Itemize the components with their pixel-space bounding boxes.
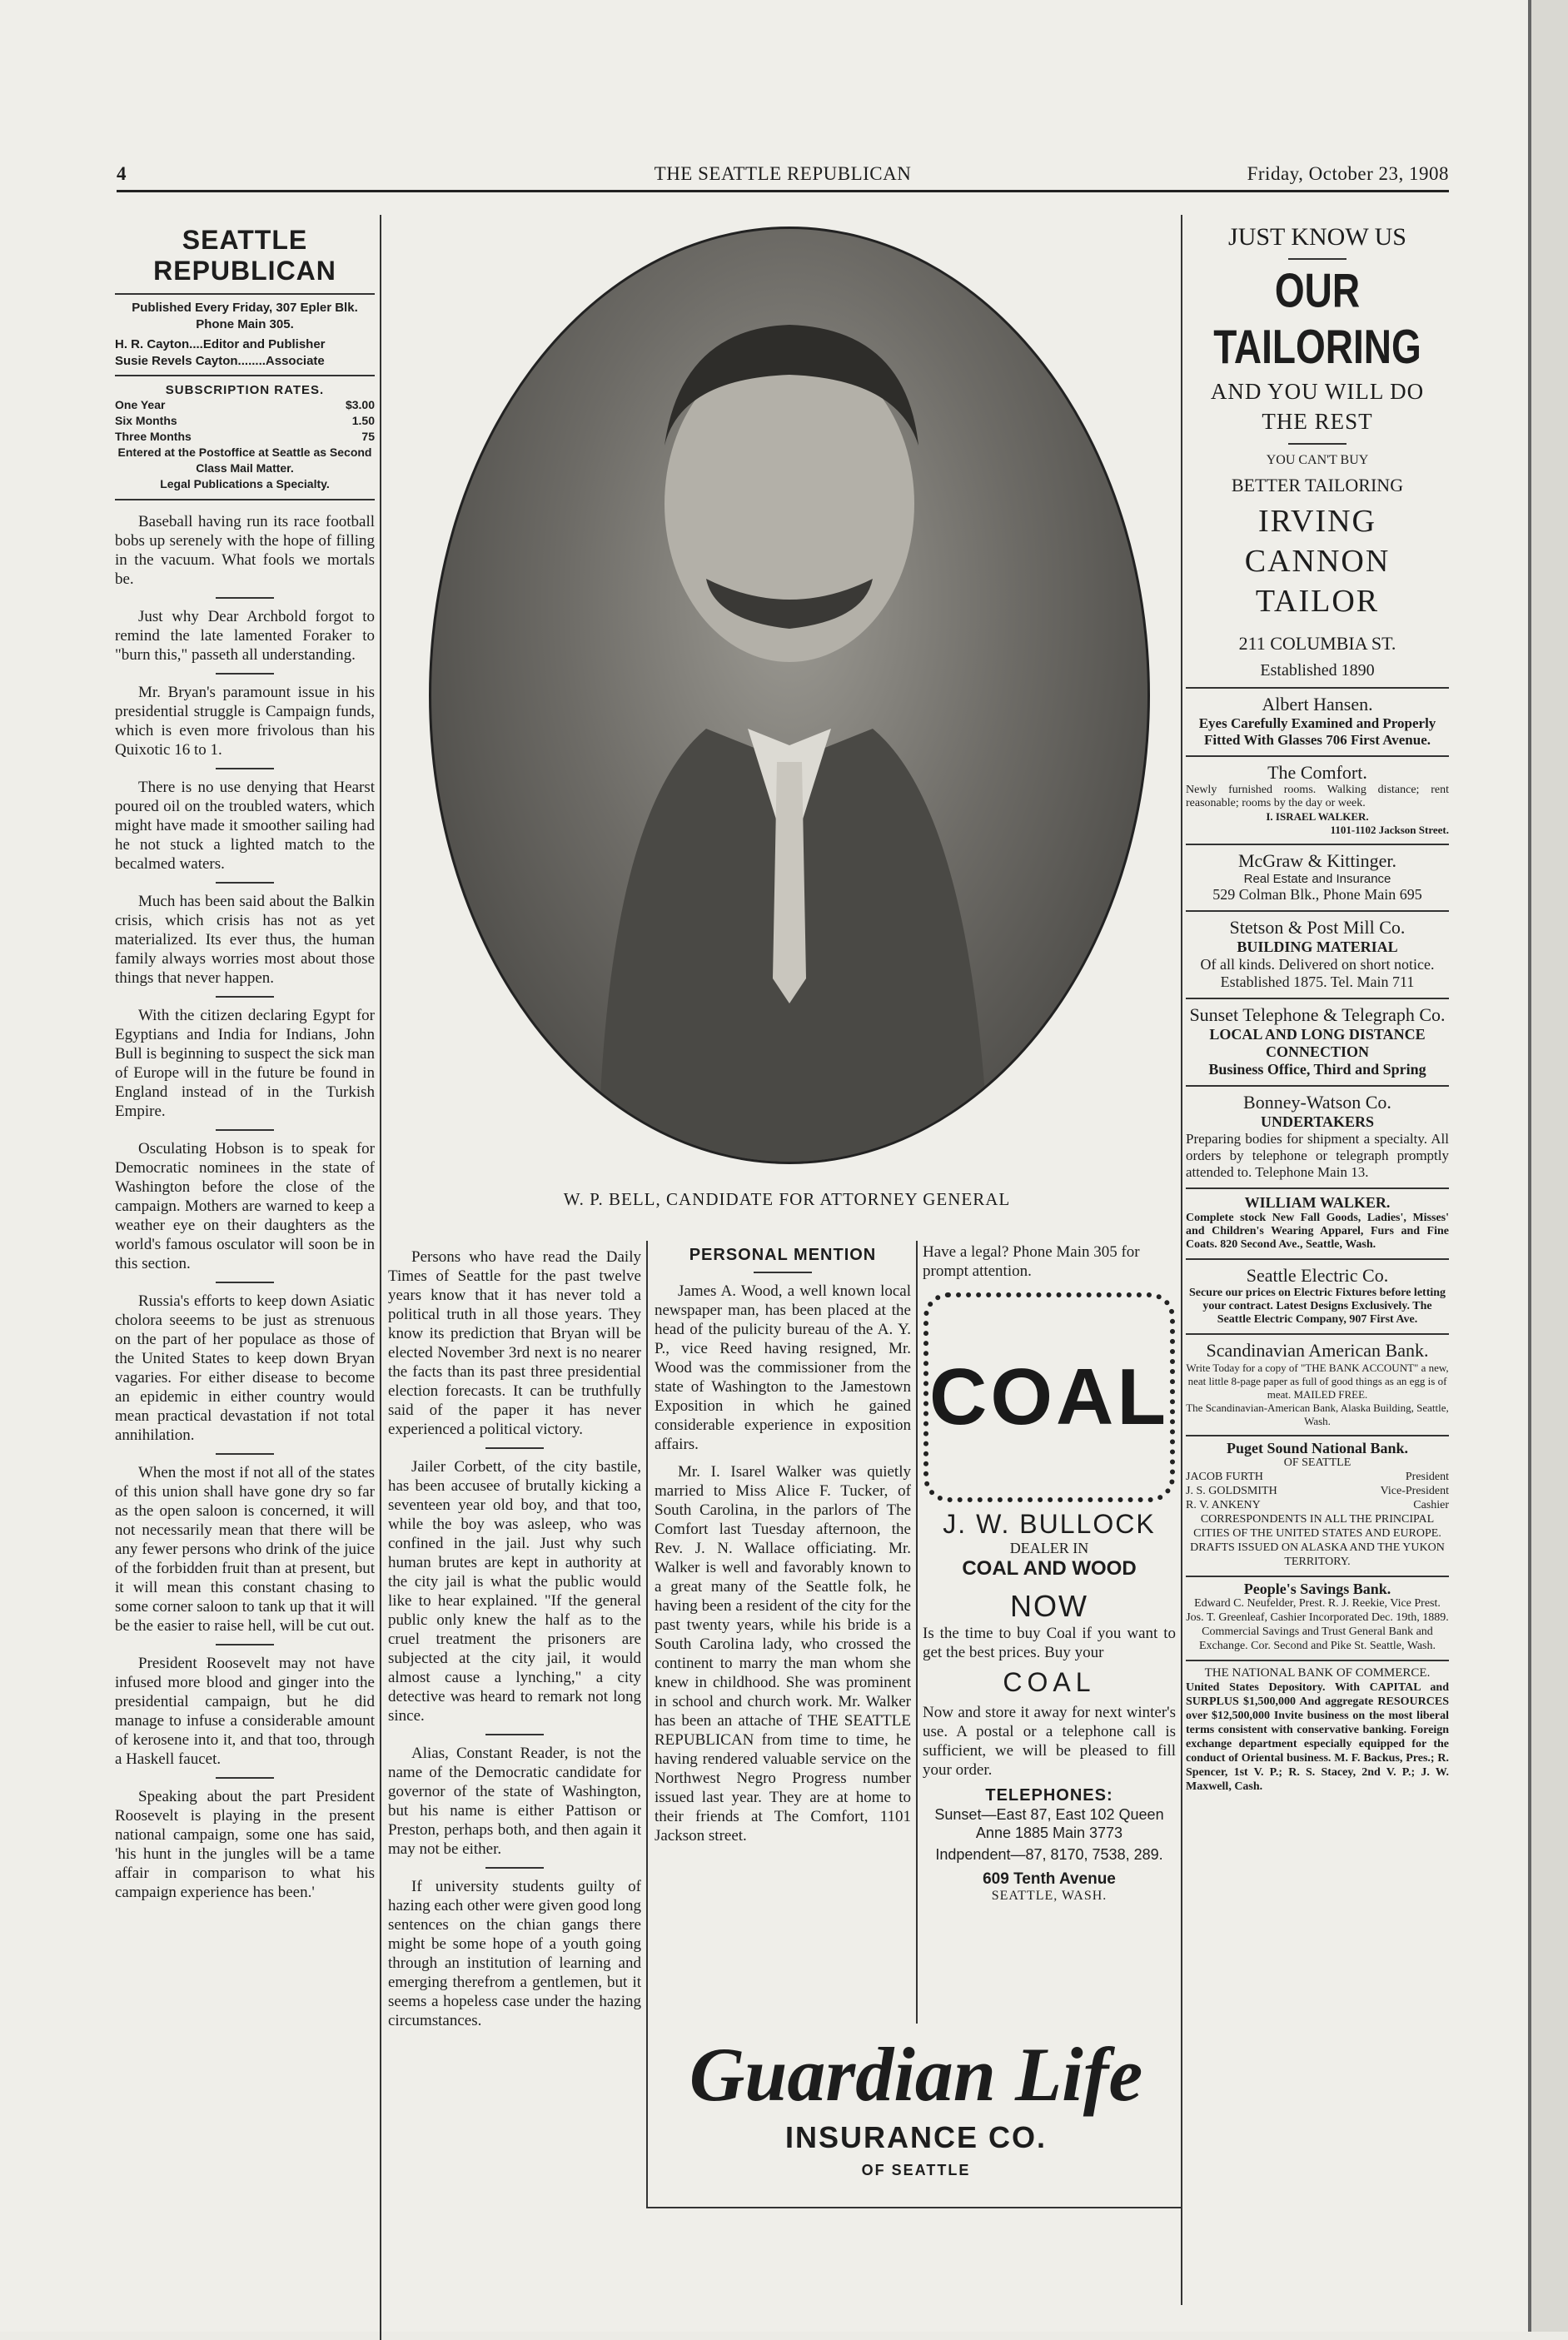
ad-address: 1101-1102 Jackson Street. [1330, 824, 1449, 836]
ad-heading: Albert Hansen. [1262, 694, 1373, 714]
guardian-script: Guardian Life [689, 2032, 1143, 2117]
puget-sound-bank-ad [1186, 1436, 1449, 1577]
coal-logo-box [923, 1292, 1175, 1502]
editorial-paragraph: Russia's efforts to keep down Asiatic cholora seeems to be just as strenuous on the part of her populace as those of the United States to keep down Bryan vagaries. For either disease to become an epidemic in either country would mean practical devastation if not total annihilation. [115, 1292, 375, 1444]
personal-mention-title: PERSONAL MENTION [689, 1246, 877, 1264]
personal-mention-column [655, 1242, 911, 2025]
ad-sub: OF SEATTLE [1283, 1456, 1351, 1469]
personal-paragraph: James A. Wood, a well known local newspaper man, has been placed at the head of the pulicity bureau of the A. Y. P., vice Reed having resigned, Mr. Wood was the commissioner from the state of Washington to the Jamestown Exposition in which he gained considerable experience in exposition affairs. [655, 1282, 911, 1453]
rate-label: Six Months [115, 414, 177, 427]
editorial-paragraph: Baseball having run its race football bobs up serenely with the hope of filling in the vacuum. What fools we mortals be. [115, 513, 375, 588]
scandinavian-bank-ad [1186, 1335, 1449, 1436]
portrait-caption: W. P. BELL, CANDIDATE FOR ATTORNEY GENERAL [563, 1189, 1011, 1209]
editorial-paragraph: Persons who have read the Daily Times of Seattle for the past twelve years know that it has never told a political truth in all those years. They know its prediction that Bryan will be elected November 3rd next is no nearer the facts than its past three presidential election forecasts. It can be truthfully said of the paper it has never experienced a political victory. [388, 1248, 641, 1438]
editorial-paragraph: President Roosevelt may not have infused more blood and ginger into the presidential campaign, but he did manage to infuse a considerable amount of kerosene into it, and that too, through a Haskell faucet. [115, 1655, 375, 1768]
editorial-paragraph: There is no use denying that Hearst poured oil on the troubled waters, which might have made it smoother sailing had he not stuck a lighted match to the becalmed waters. [115, 779, 375, 873]
column-rule [1181, 215, 1182, 2305]
editorial-paragraph: Much has been said about the Balkin crisis, which crisis has not as yet materialized. Its ever thus, the human family always worries most about those things that never happen. [115, 893, 375, 987]
ad-body: Secure our prices on Electric Fixtures before letting your contract. Latest Designs Exclusively. The Seattle Electric Company, 907 First Ave. [1188, 1287, 1446, 1326]
dealer-city: SEATTLE, WASH. [991, 1889, 1108, 1903]
ad-heading: Seattle Electric Co. [1246, 1265, 1389, 1286]
ad-sub: LOCAL AND LONG DISTANCE CONNECTION [1209, 1026, 1426, 1060]
ad-body: Real Estate and Insurance [1243, 872, 1391, 886]
coal-ad [923, 1242, 1176, 2009]
editorial-paragraph: Osculating Hobson is to speak for Democratic nominees in the state of Washington before the close of the campaign. Mothers are warned to keep a weather eye on their daughters as the world's famous osculator will soon be in this section. [115, 1140, 375, 1272]
ad-heading: WILLIAM WALKER. [1244, 1194, 1391, 1211]
tailor-l8: Established 1890 [1260, 661, 1375, 680]
editorial-paragraph: When the most if not all of the states of this union shall have gone dry so far as the open saloon is concerned, it will not necessarily mean that there will be any fewer persons who drink of the juice of the forbidden fruit than at present, but it will mean this constant chasing to some corner saloon to tank up that it will be the easier to raise hell, will be cut out. [115, 1464, 375, 1635]
dealer-name: J. W. BULLOCK [943, 1509, 1156, 1539]
personal-paragraph: Mr. I. Isarel Walker was quietly married to Miss Alice F. Tucker, of South Carolina, in the parlors of The Comfort last Tuesday afternoon, the Rev. J. N. Wallace officiating. Mr. Walker is well and favorably known to a great many of the Seattle folk, he having been a resident of the city for the past twenty years, while his bride is a South Carolina lady, who crossed the continent to marry the man whom she knew in childhood. She was prominent in school and church work. Mr. Walker has been an attache of THE SEATTLE REPUBLICAN from time to time, he having rendered valuable service on the Northwest Negro Progress number issued last year. They are at home to their friends at The Comfort, 1101 Jackson street. [655, 1463, 911, 1845]
dealer-product: COAL AND WOOD [962, 1557, 1137, 1580]
tailor-ad [1186, 215, 1449, 689]
editorial-paragraph: Just why Dear Archbold forgot to remind the late lamented Foraker to "burn this," passeth all understanding. [115, 608, 375, 664]
editorial-paragraph: Jailer Corbett, of the city bastile, has been accusee of brutally kicking a seventeen year old boy, and that too, while the boy was asleep, who was confined in the jail. Just why such human brutes are kept in authority at the city jail is what the public would like to hear explained. "If the general public only knew the half as to the cruel treatment the prisoners are subjected at the city jail, it would almost cause a lynching," a city detective was heard to remark not long since. [388, 1458, 641, 1725]
ad-heading: Puget Sound National Bank. [1226, 1440, 1409, 1456]
comfort-ad [1186, 757, 1449, 845]
editorial-paragraph: With the citizen declaring Egypt for Egyptians and India for Indians, John Bull is beginning to suspect the sick man of Europe will in the future be found in England instead of in the Turkish Empire. [115, 1007, 375, 1120]
stetson-ad [1186, 912, 1449, 999]
tailor-l6: IRVING CANNON TAILOR [1244, 504, 1391, 619]
legal-note: Legal Publications a Specialty. [160, 477, 330, 490]
ad-heading: The Comfort. [1267, 762, 1367, 783]
editorial-paragraph: Alias, Constant Reader, is not the name of the Democratic candidate for governor of the state of Washington, but his name is either Pattison or Preston, perhaps both, and then again it may not be either. [388, 1745, 641, 1858]
masthead-associate: Susie Revels Cayton........Associate [115, 354, 325, 368]
national-bank-of-commerce-ad [1186, 1661, 1449, 1794]
guardian-line1: INSURANCE CO. [784, 2120, 1048, 2154]
rate-price: 1.50 [351, 414, 375, 427]
masthead-published: Published Every Friday, 307 Epler Blk. Phone Main 305. [132, 301, 358, 331]
tailor-l5: BETTER TAILORING [1231, 475, 1404, 495]
william-walker-ad [1186, 1189, 1449, 1260]
officer-title: Cashier [1413, 1499, 1449, 1511]
editorial-paragraph: If university students guilty of hazing each other were given good long sentences on the chian gangs there might be some hope of a youth going through an institution of learning and emerging therefrom a gentlemen, but it seems a hopeless case under the hazing circumstances. [388, 1878, 641, 2029]
ad-heading: Scandinavian American Bank. [1206, 1340, 1429, 1361]
column-rule [380, 1241, 381, 2340]
ad-body: Write Today for a copy of "THE BANK ACCOUNT" a new, neat little 8-page paper as full of good things as an egg is of meat. MAILED FREE. [1186, 1362, 1449, 1401]
masthead-editor: H. R. Cayton....Editor and Publisher [115, 337, 326, 351]
ad-heading: Bonney-Watson Co. [1243, 1092, 1391, 1113]
sunset-telephone-ad [1186, 999, 1449, 1087]
tailor-l2: OUR TAILORING [1213, 262, 1421, 374]
sunset-phones: Sunset—East 87, East 102 Queen Anne 1885 Main 3773 [934, 1806, 1164, 1841]
header-rule [117, 190, 1449, 192]
rate-label: Three Months [115, 430, 192, 443]
candidate-portrait [429, 227, 1150, 1164]
masthead-title: SEATTLE REPUBLICAN [153, 225, 336, 286]
independent-phones: Indpendent—87, 8170, 7538, 289. [935, 1846, 1163, 1863]
ad-footer: The Scandinavian-American Bank, Alaska Building, Seattle, Wash. [1186, 1402, 1449, 1427]
ad-footer: Established 1875. Tel. Main 711 [1220, 973, 1415, 990]
left-column [115, 215, 375, 2313]
officer-name: R. V. ANKENY [1186, 1499, 1261, 1511]
dealer-label: DEALER IN [1009, 1540, 1089, 1556]
dealer-address: 609 Tenth Avenue [983, 1870, 1116, 1888]
page-edge [1528, 0, 1568, 2332]
ad-body: United States Depository. With CAPITAL and SURPLUS $1,500,000 And aggregate RESOURCES over $12,500,000 Invite business on the most liberal terms consistent with conservative banking. Foreign exchange department especially equipped for the conduct of Oriental business. M. F. Backus, Pres.; R. Spencer, 1st V. P.; R. S. Stacey, 2nd V. P.; J. W. Maxwell, Cash. [1186, 1681, 1449, 1793]
officer-title: Vice-President [1380, 1485, 1449, 1497]
legal-phone-note: Have a legal? Phone Main 305 for prompt attention. [923, 1243, 1140, 1280]
issue-date: Friday, October 23, 1908 [1247, 163, 1449, 184]
tailor-l4: YOU CAN'T BUY [1266, 453, 1369, 467]
ad-body: Preparing bodies for shipment a specialty. All orders by telephone or telegraph promptly attended to. Telephone Main 13. [1186, 1131, 1449, 1180]
hansen-ad [1186, 689, 1449, 757]
guardian-line2: OF SEATTLE [861, 2162, 971, 2178]
rate-price: 75 [361, 430, 375, 443]
subscription-rates [115, 397, 375, 492]
bonney-watson-ad [1186, 1087, 1449, 1189]
editorial-paragraph: Speaking about the part President Roosevelt is playing in the present national campaign, some one has said, 'his hunt in the jungles will be a tame affair in comparison to what his campaign experience has been.' [115, 1788, 375, 1901]
ad-heading: Sunset Telephone & Telegraph Co. [1189, 1004, 1446, 1025]
rate-label: One Year [115, 398, 166, 411]
coal-body2: Now and store it away for next winter's use. A postal or a telephone call is sufficient, we will be pleased to fill your order. [923, 1704, 1176, 1779]
ad-address: 529 Colman Blk., Phone Main 695 [1212, 886, 1422, 903]
editorial-paragraph: Mr. Bryan's paramount issue in his presidential struggle is Campaign funds, which is even more frivolous than his Quixotic 16 to 1. [115, 684, 375, 759]
column-rule [380, 215, 381, 1322]
newspaper-name: THE SEATTLE REPUBLICAN [654, 163, 912, 184]
coal-logo: COAL [929, 1352, 1169, 1441]
officer-name: J. S. GOLDSMITH [1186, 1485, 1277, 1497]
officer-name: JACOB FURTH [1186, 1471, 1263, 1483]
entered-note: Entered at the Postoffice at Seattle as Second Class Mail Matter. [117, 446, 372, 475]
officer-title: President [1405, 1471, 1449, 1483]
ad-body: CORRESPONDENTS IN ALL THE PRINCIPAL CITIES OF THE UNITED STATES AND EUROPE. DRAFTS ISSUED ON ALASKA AND THE YUKON TERRITORY. [1190, 1513, 1445, 1568]
portrait-illustration [431, 229, 1147, 1162]
subscription-title: SUBSCRIPTION RATES. [165, 383, 325, 397]
column-rule [916, 1241, 918, 2024]
coal-body: Is the time to buy Coal if you want to get the best prices. Buy your [923, 1625, 1176, 1661]
ad-body: Complete stock New Fall Goods, Ladies', Misses' and Children's Wearing Apparel, Furs and Fine Coats. 820 Second Ave., Seattle, Wash. [1186, 1212, 1449, 1251]
guardian-life-ad [658, 2029, 1174, 2195]
tailor-l1: JUST KNOW US [1228, 223, 1406, 251]
right-ad-column [1186, 215, 1449, 2313]
column-rule [646, 1241, 648, 2207]
coal-heading: COAL [1003, 1667, 1096, 1697]
seattle-electric-ad [1186, 1260, 1449, 1335]
guardian-rule [646, 2207, 1181, 2208]
tailor-l3: AND YOU WILL DO THE REST [1210, 379, 1425, 434]
ad-sub: BUILDING MATERIAL [1237, 938, 1398, 955]
middle-column [388, 1247, 641, 2322]
ad-heading: Stetson & Post Mill Co. [1229, 917, 1406, 938]
ad-heading: McGraw & Kittinger. [1237, 850, 1397, 871]
mcgraw-ad [1186, 845, 1449, 912]
page-number: 4 [117, 163, 127, 184]
page-header [117, 163, 1449, 192]
rate-price: $3.00 [345, 398, 375, 411]
ad-body: Business Office, Third and Spring [1208, 1061, 1426, 1078]
now-heading: NOW [1010, 1589, 1088, 1623]
ad-heading: THE NATIONAL BANK OF COMMERCE. [1204, 1666, 1431, 1680]
telephones-title: TELEPHONES: [985, 1786, 1113, 1805]
ad-body: Newly furnished rooms. Walking distance; rent reasonable; rooms by the day or week. [1186, 784, 1449, 809]
ad-name: I. ISRAEL WALKER. [1266, 810, 1369, 823]
ad-heading: People's Savings Bank. [1243, 1581, 1391, 1597]
ad-body: Eyes Carefully Examined and Properly Fitted With Glasses 706 First Avenue. [1198, 715, 1436, 748]
masthead [115, 225, 375, 500]
ad-sub: UNDERTAKERS [1260, 1113, 1375, 1130]
ad-body: Of all kinds. Delivered on short notice. [1200, 956, 1435, 973]
peoples-savings-bank-ad [1186, 1577, 1449, 1661]
ad-body: Edward C. Neufelder, Prest. R. J. Reekie, Vice Prest. Jos. T. Greenleaf, Cashier Incorporated Dec. 19th, 1889. Commercial Savings and Trust General Bank and Exchange. Cor. Second and Pike St. Seattle, Wash. [1186, 1597, 1449, 1652]
tailor-l7: 211 COLUMBIA ST. [1238, 633, 1396, 654]
